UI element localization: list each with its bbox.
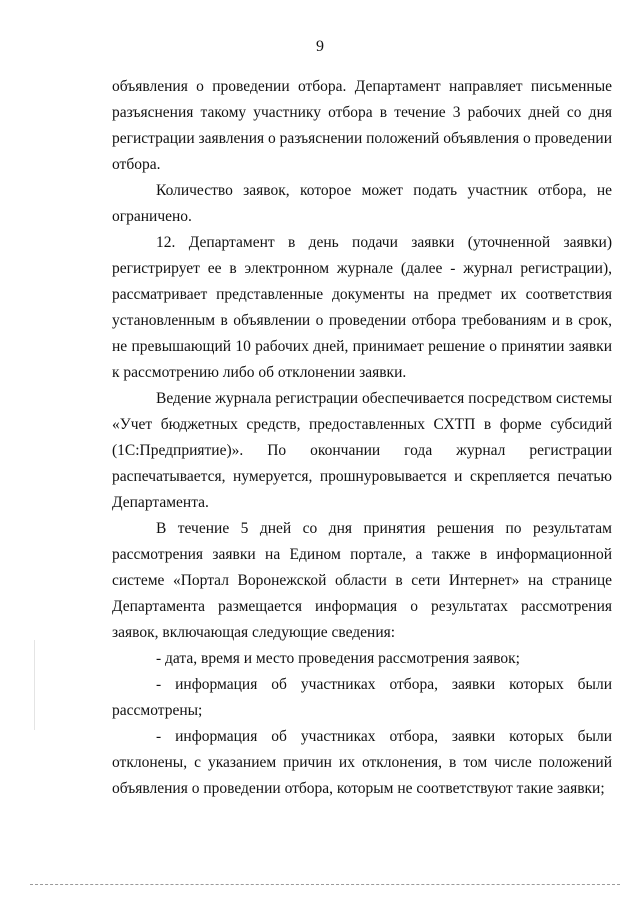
list-item-rejected-participants: - информация об участниках отбора, заявки которых были отклонены, с указанием причин их отклонения, в том числе положений объявления о проведении отбора, которым не соответствуют такие заявки; [112, 728, 612, 797]
document-body [112, 74, 612, 802]
list-item-reviewed-participants: - информация об участниках отбора, заявки которых были рассмотрены; [112, 676, 612, 719]
paragraph-clarification-continuation: объявления о проведении отбора. Департамент направляет письменные разъяснения такому участнику отбора в течение 3 рабочих дней со дня регистрации заявления о разъяснении положений объявления о проведении отбора. [112, 78, 612, 173]
list-item-date-time-place: - дата, время и место проведения рассмотрения заявок; [156, 650, 520, 667]
page-number: 9 [316, 38, 324, 55]
paragraph-application-count: Количество заявок, которое может подать участник отбора, не ограничено. [112, 182, 612, 225]
paragraph-section-12: 12. Департамент в день подачи заявки (уточненной заявки) регистрирует ее в электронном журнале (далее - журнал регистрации), рассматривает представленные документы на предмет их соответствия установленным в объявлении о проведении отбора требованиям и в срок, не превышающий 10 рабочих дней, принимает решение о принятии заявки к рассмотрению либо об отклонении заявки. [112, 234, 612, 381]
paragraph-registration-journal: Ведение журнала регистрации обеспечивается посредством системы «Учет бюджетных средств, предоставленных СХТП в форме субсидий (1С:Предприятие)». По окончании года журнал регистрации распечатывается, нумеруется, прошнуровывается и скрепляется печатью Департамента. [112, 390, 612, 511]
scan-margin-mark [34, 640, 35, 730]
paragraph-results-publication: В течение 5 дней со дня принятия решения по результатам рассмотрения заявки на Едином портале, а также в информационной системе «Портал Воронежской области в сети Интернет» на странице Департамента размещается информация о результатах рассмотрения заявок, включающая следующие сведения: [112, 520, 612, 641]
page-bottom-rule [30, 884, 620, 885]
